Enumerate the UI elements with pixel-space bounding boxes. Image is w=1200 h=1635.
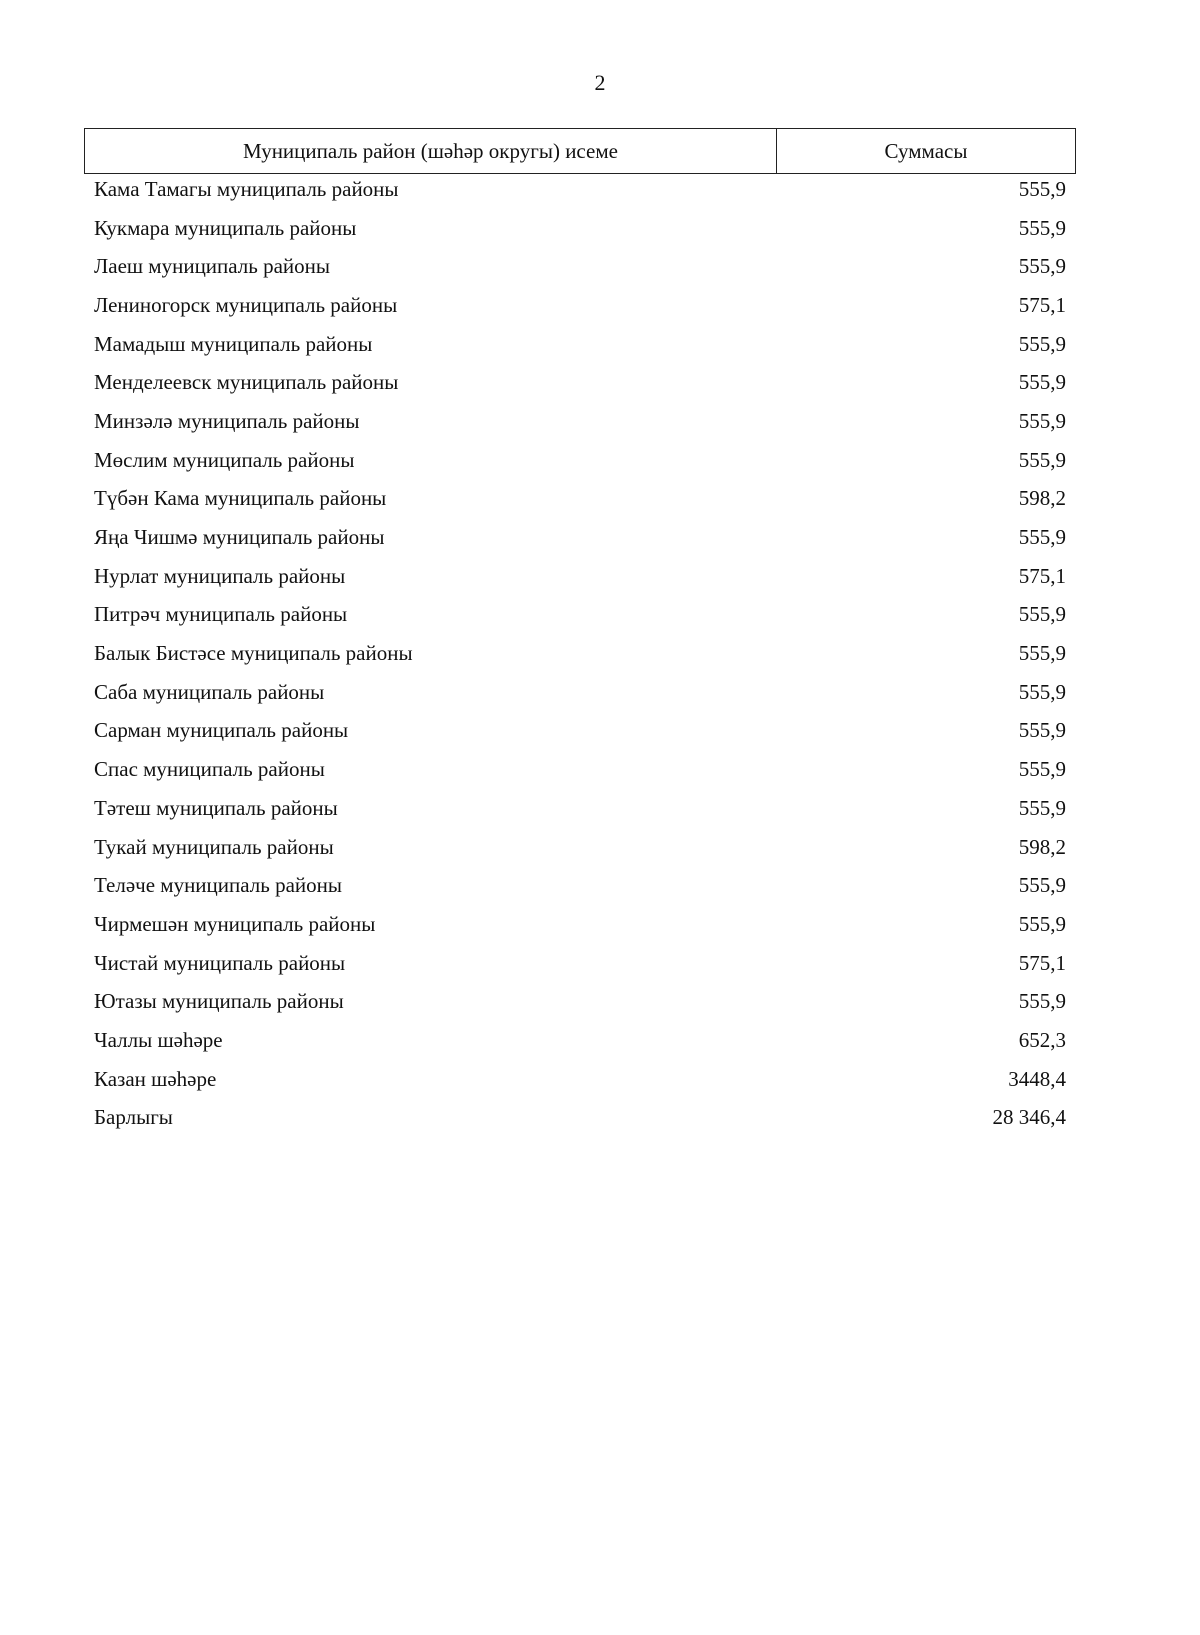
row-value: 555,9	[1018, 795, 1066, 820]
table-row	[94, 441, 1066, 480]
row-value: 598,2	[1018, 834, 1066, 859]
row-name: Чирмешән муниципаль районы	[94, 911, 376, 936]
row-value: 555,9	[1018, 370, 1066, 395]
row-value: 555,9	[1018, 757, 1066, 782]
row-value: 555,9	[1018, 215, 1066, 240]
row-name: Мамадыш муниципаль районы	[94, 331, 373, 356]
row-value: 555,9	[1018, 718, 1066, 743]
total-row	[94, 1099, 1066, 1138]
row-name: Барлыгы	[94, 1105, 173, 1130]
row-name: Нурлат муниципаль районы	[94, 563, 346, 588]
row-value: 555,9	[1018, 989, 1066, 1014]
table-row	[94, 1021, 1066, 1060]
page-number: 2	[594, 70, 606, 95]
table-row	[94, 673, 1066, 712]
row-value: 555,9	[1018, 331, 1066, 356]
row-value: 555,9	[1018, 911, 1066, 936]
column-header-sum: Суммасы	[884, 138, 968, 163]
row-name: Теләче муниципаль районы	[94, 873, 342, 898]
table-row	[94, 170, 1066, 209]
table-row	[94, 712, 1066, 751]
table-row	[94, 363, 1066, 402]
row-value: 555,9	[1018, 602, 1066, 627]
row-value: 555,9	[1018, 525, 1066, 550]
row-name: Кама Тамагы муниципаль районы	[94, 176, 399, 201]
row-name: Яңа Чишмә муниципаль районы	[94, 525, 385, 550]
table-header	[84, 128, 1076, 174]
row-name: Тукай муниципаль районы	[94, 834, 334, 859]
table-row	[94, 480, 1066, 519]
row-value: 555,9	[1018, 176, 1066, 201]
table-row	[94, 866, 1066, 905]
table-row	[94, 905, 1066, 944]
row-value: 575,1	[1018, 563, 1066, 588]
row-name: Казан шәһәре	[94, 1066, 217, 1091]
row-name: Саба муниципаль районы	[94, 679, 325, 704]
row-value: 575,1	[1018, 292, 1066, 317]
table-row	[94, 596, 1066, 635]
table-row	[94, 518, 1066, 557]
row-name: Питрәч муниципаль районы	[94, 602, 348, 627]
table-row	[94, 982, 1066, 1021]
row-name: Балык Бистәсе муниципаль районы	[94, 641, 413, 666]
row-name: Түбән Кама муниципаль районы	[94, 486, 387, 511]
table-row	[94, 286, 1066, 325]
row-value: 555,9	[1018, 254, 1066, 279]
row-name: Ютазы муниципаль районы	[94, 989, 344, 1014]
table-row	[94, 828, 1066, 867]
table-row	[94, 944, 1066, 983]
table-row	[94, 1060, 1066, 1099]
row-name: Кукмара муниципаль районы	[94, 215, 357, 240]
row-value: 575,1	[1018, 950, 1066, 975]
row-name: Чаллы шәһәре	[94, 1027, 223, 1052]
row-value: 28 346,4	[992, 1105, 1066, 1130]
row-value: 555,9	[1018, 873, 1066, 898]
row-value: 652,3	[1018, 1027, 1066, 1052]
row-name: Мөслим муниципаль районы	[94, 447, 355, 472]
row-name: Лениногорск муниципаль районы	[94, 292, 398, 317]
row-value: 555,9	[1018, 408, 1066, 433]
row-name: Сарман муниципаль районы	[94, 718, 349, 743]
row-name: Минзәлә муниципаль районы	[94, 408, 360, 433]
table-body	[94, 170, 1066, 1137]
row-name: Тәтеш муниципаль районы	[94, 795, 338, 820]
column-header-name: Муниципаль район (шәһәр округы) исеме	[85, 129, 777, 173]
table-row	[94, 789, 1066, 828]
table-row	[94, 402, 1066, 441]
row-name: Лаеш муниципаль районы	[94, 254, 331, 279]
row-value: 598,2	[1018, 486, 1066, 511]
row-value: 3448,4	[1008, 1066, 1066, 1091]
row-value: 555,9	[1018, 447, 1066, 472]
table-row	[94, 325, 1066, 364]
row-value: 555,9	[1018, 641, 1066, 666]
row-name: Чистай муниципаль районы	[94, 950, 346, 975]
row-value: 555,9	[1018, 679, 1066, 704]
row-name: Спас муниципаль районы	[94, 757, 325, 782]
table-row	[94, 209, 1066, 248]
table-row	[94, 750, 1066, 789]
row-name: Менделеевск муниципаль районы	[94, 370, 399, 395]
table-row	[94, 557, 1066, 596]
table-row	[94, 634, 1066, 673]
table-row	[94, 247, 1066, 286]
